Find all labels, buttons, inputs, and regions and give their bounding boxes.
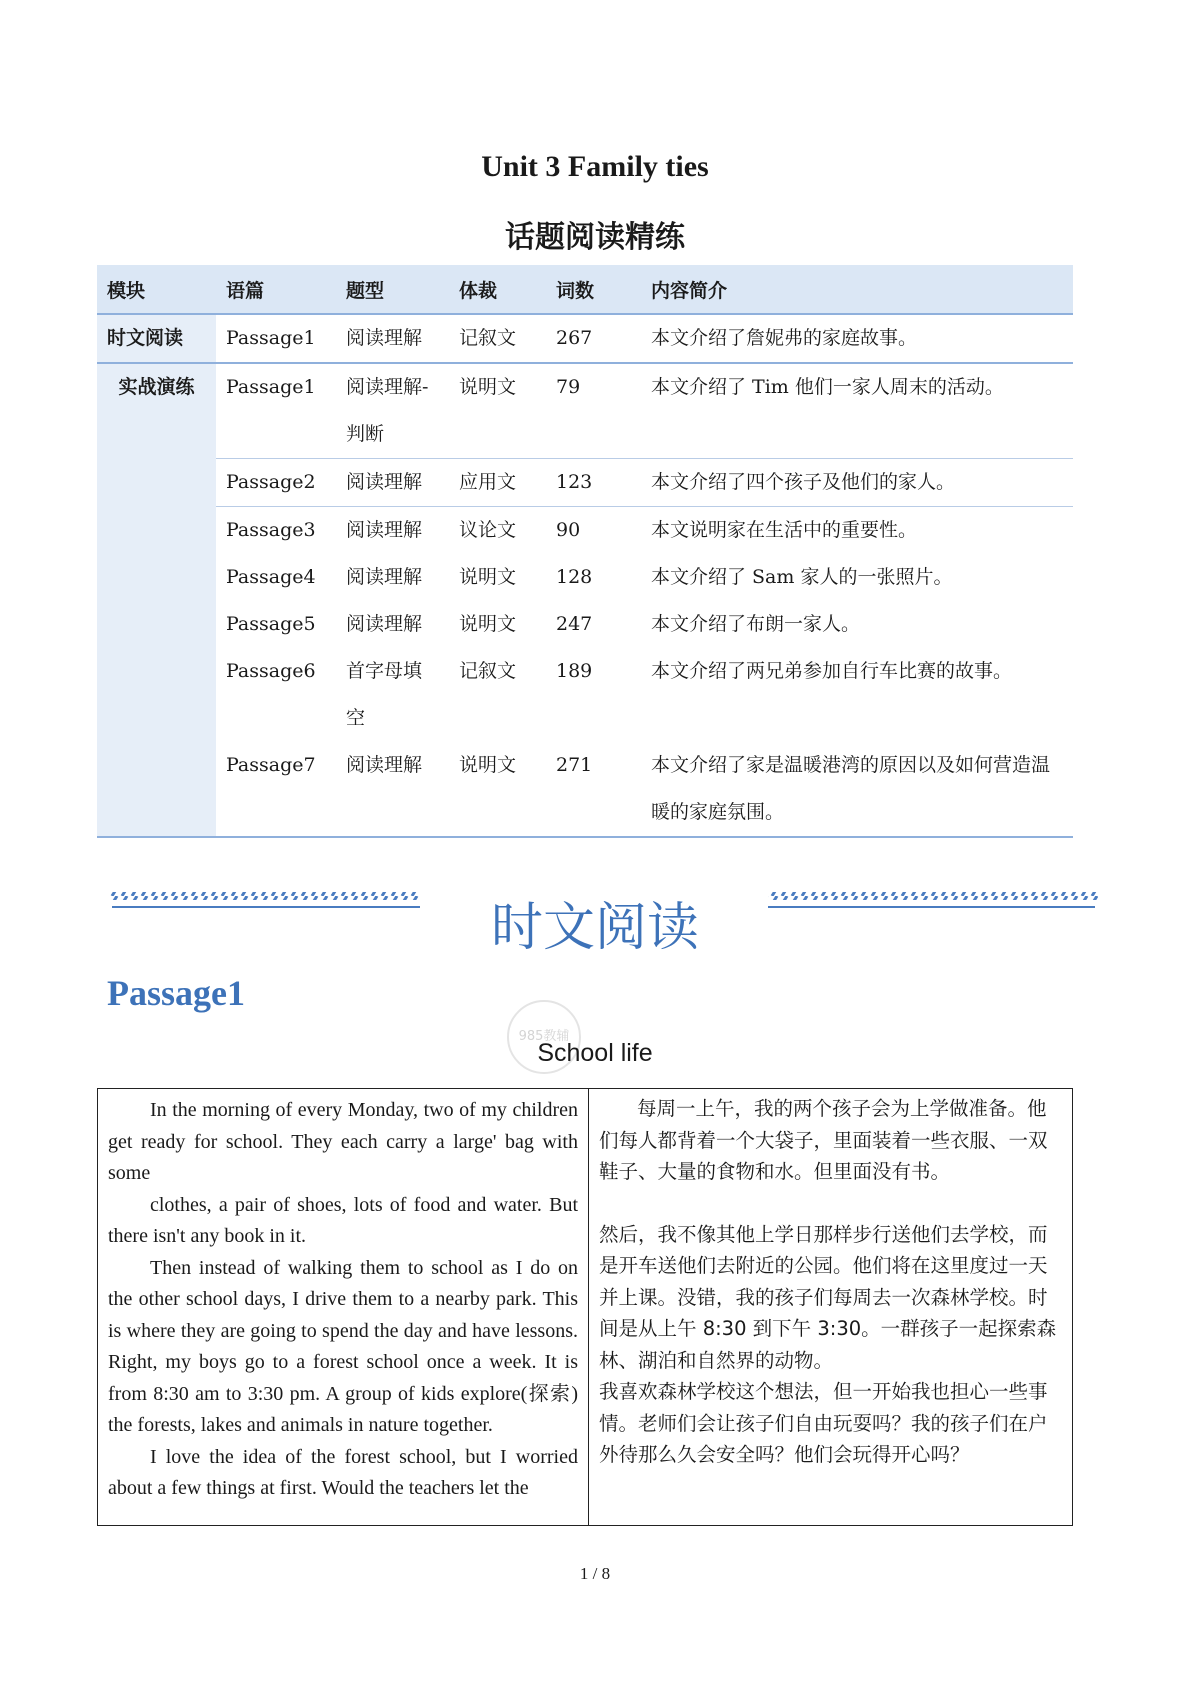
words-cell: 123	[546, 459, 641, 507]
genre-cell: 说明文	[449, 363, 546, 459]
genre-cell: 说明文	[459, 613, 517, 635]
module-cell: 实战演练	[97, 363, 216, 837]
summary-cell: 本文介绍了两兄弟参加自行车比赛的故事。	[651, 660, 1013, 682]
english-paragraph: In the morning of every Monday, two of my children get ready for school. They each carry a large' bag with some	[108, 1099, 578, 1184]
passage-heading: Passage1	[107, 973, 245, 1013]
words-cell: 189	[556, 660, 593, 682]
type-cell: 阅读理解	[346, 613, 423, 635]
passage-cell: Passage1	[216, 363, 336, 459]
type-cell: 首字母填空	[346, 660, 423, 729]
chinese-column	[589, 1089, 1072, 1525]
summary-cell: 本文介绍了布朗一家人。	[651, 613, 861, 635]
words-cell: 271	[546, 742, 641, 837]
summary-cell: 本文介绍了 Sam 家人的一张照片。	[651, 566, 953, 588]
page-number: 1 / 8	[579, 1564, 611, 1583]
table-header-row	[97, 265, 1073, 314]
words-cell: 90	[556, 519, 581, 541]
genre-cell: 应用文	[449, 459, 546, 507]
table-row	[97, 601, 1073, 648]
table-row	[97, 314, 1073, 363]
genre-cell: 记叙文	[449, 314, 546, 363]
summary-cell: 本文介绍了四个孩子及他们的家人。	[641, 459, 1073, 507]
summary-cell: 本文介绍了家是温暖港湾的原因以及如何营造温暖的家庭氛围。	[641, 742, 1073, 837]
header-passage: 语篇	[216, 265, 336, 314]
table-row	[97, 648, 1073, 742]
english-paragraph: I love the idea of the forest school, but I worried about a few things at first. Would the teachers let the	[108, 1445, 578, 1499]
type-cell: 阅读理解	[346, 519, 423, 541]
passage-title: School life	[537, 1039, 653, 1067]
section-banner-title: 时文阅读	[490, 898, 699, 958]
genre-cell: 说明文	[449, 742, 546, 837]
english-paragraph: Then instead of walking them to school as I do on the other school days, I drive them to a nearby park. This is where they are going to spend the day and have lessons. Right, my boys go to a forest school once a week. It is from 8:30 am to 3:30 pm. A group of kids explore(探索) the forests, lakes and animals in nature together.	[108, 1256, 578, 1436]
table-row	[97, 507, 1073, 555]
header-module: 模块	[97, 265, 216, 314]
header-summary: 内容简介	[641, 265, 1073, 314]
genre-cell: 议论文	[459, 519, 517, 541]
english-column	[98, 1089, 589, 1525]
english-paragraph: clothes, a pair of shoes, lots of food and water. But there isn't any book in it.	[108, 1193, 578, 1247]
document-title: Unit 3 Family ties	[481, 150, 709, 183]
chinese-paragraph: 然后，我不像其他上学日那样步行送他们去学校，而是开车送他们去附近的公园。他们将在这里度过一天并上课。没错，我的孩子们每周去一次森林学校。时间是从上午 8:30 到下午 3:30。一群孩子一起探索森林、湖泊和自然界的动物。	[599, 1222, 1057, 1372]
type-cell: 阅读理解	[336, 459, 449, 507]
passage-cell: Passage1	[216, 314, 336, 363]
table-row	[97, 459, 1073, 507]
passage-cell: Passage7	[216, 742, 336, 837]
passage-cell: Passage6	[226, 660, 316, 682]
chinese-paragraph: 每周一上午，我的两个孩子会为上学做准备。他们每人都背着一个大袋子，里面装着一些衣服、一双鞋子、大量的食物和水。但里面没有书。	[599, 1097, 1048, 1183]
summary-cell: 本文介绍了 Tim 他们一家人周末的活动。	[641, 363, 1073, 459]
passage-cell: Passage4	[226, 566, 316, 588]
table-row	[97, 554, 1073, 601]
passage-cell: Passage3	[226, 519, 316, 541]
type-cell: 阅读理解-判断	[336, 363, 449, 459]
genre-cell: 说明文	[459, 566, 517, 588]
words-cell: 267	[546, 314, 641, 363]
words-cell: 128	[556, 566, 593, 588]
words-cell: 79	[546, 363, 641, 459]
summary-cell: 本文介绍了詹妮弗的家庭故事。	[641, 314, 1073, 363]
type-cell: 阅读理解	[336, 742, 449, 837]
bilingual-text-table	[97, 1088, 1073, 1526]
table-row	[97, 742, 1073, 837]
type-cell: 阅读理解	[336, 314, 449, 363]
summary-cell: 本文说明家在生活中的重要性。	[651, 519, 918, 541]
chinese-paragraph: 我喜欢森林学校这个想法，但一开始我也担心一些事情。老师们会让孩子们自由玩耍吗？我的孩子们在户外待那么久会安全吗？他们会玩得开心吗？	[599, 1380, 1048, 1466]
passage-cell: Passage2	[216, 459, 336, 507]
words-cell: 247	[556, 613, 593, 635]
genre-cell: 记叙文	[459, 660, 517, 682]
document-subtitle: 话题阅读精练	[505, 220, 685, 255]
type-cell: 阅读理解	[346, 566, 423, 588]
watermark-stamp: 985教辅	[507, 1000, 581, 1074]
header-type: 题型	[336, 265, 449, 314]
header-genre: 体裁	[449, 265, 546, 314]
module-cell: 时文阅读	[97, 314, 216, 363]
table-row	[97, 363, 1073, 459]
overview-table	[97, 265, 1073, 838]
passage-cell: Passage5	[226, 613, 316, 635]
header-words: 词数	[546, 265, 641, 314]
